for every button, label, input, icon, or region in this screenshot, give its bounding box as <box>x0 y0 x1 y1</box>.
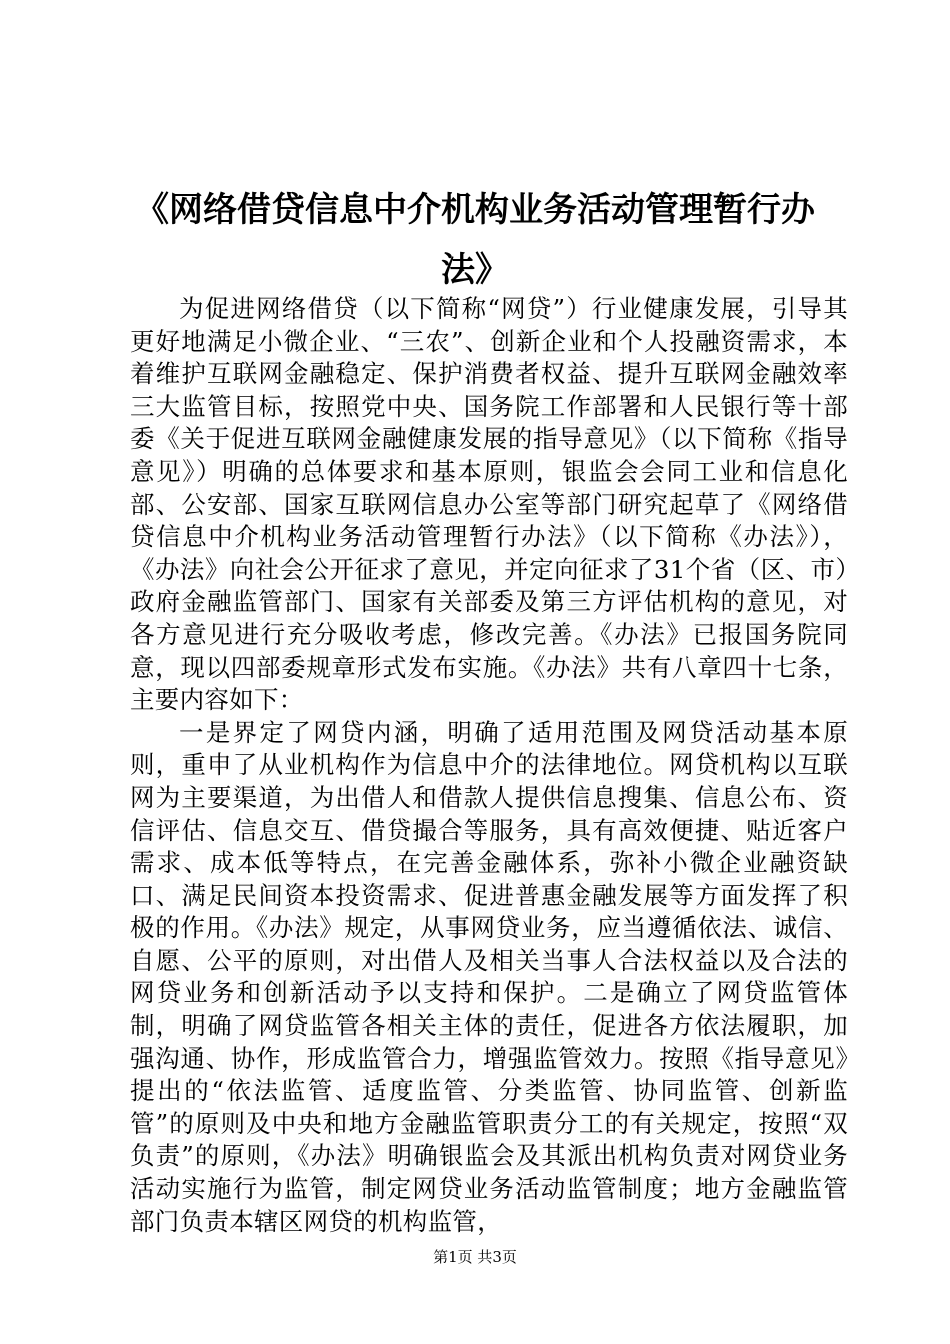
document-body <box>130 293 848 1238</box>
paragraph-intro: 为促进网络借贷（以下简称“网贷”）行业健康发展，引导其更好地满足小微企业、“三农”、创新企业和个人投融资需求，本着维护互联网金融稳定、保护消费者权益、提升互联网金融效率三大监管目标，按照党中央、国务院工作部署和人民银行等十部委《关于促进互联网金融健康发展的指导意见》（以下简称《指导意见》）明确的总体要求和基本原则，银监会会同工业和信息化部、公安部、国家互联网信息办公室等部门研究起草了《网络借贷信息中介机构业务活动管理暂行办法》（以下简称《办法》），《办法》向社会公开征求了意见，并定向征求了31个省（区、市）政府金融监管部门、国家有关部委及第三方评估机构的意见，对各方意见进行充分吸收考虑，修改完善。《办法》已报国务院同意，现以四部委规章形式发布实施。《办法》共有八章四十七条，主要内容如下： <box>130 294 848 715</box>
document-title: 《网络借贷信息中介机构业务活动管理暂行办法》 <box>135 190 815 290</box>
page-footer: 第1页 共3页 <box>433 1248 517 1266</box>
paragraph-content: 一是界定了网贷内涵，明确了适用范围及网贷活动基本原则，重申了从业机构作为信息中介的法律地位。网贷机构以互联网为主要渠道，为出借人和借款人提供信息搜集、信息公布、资信评估、信息交互、借贷撮合等服务，具有高效便捷、贴近客户需求、成本低等特点，在完善金融体系，弥补小微企业融资缺口、满足民间资本投资需求、促进普惠金融发展等方面发挥了积极的作用。《办法》规定，从事网贷业务，应当遵循依法、诚信、自愿、公平的原则，对出借人及相关当事人合法权益以及合法的网贷业务和创新活动予以支持和保护。二是确立了网贷监管体制，明确了网贷监管各相关主体的责任，促进各方依法履职，加强沟通、协作，形成监管合力，增强监管效力。按照《指导意见》提出的“依法监管、适度监管、分类监管、协同监管、创新监管”的原则及中央和地方金融监管职责分工的有关规定，按照“双负责”的原则，《办法》明确银监会及其派出机构负责对网贷业务活动实施行为监管，制定网贷业务活动监管制度；地方金融监管部门负责本辖区网贷的机构监管， <box>130 717 848 1236</box>
